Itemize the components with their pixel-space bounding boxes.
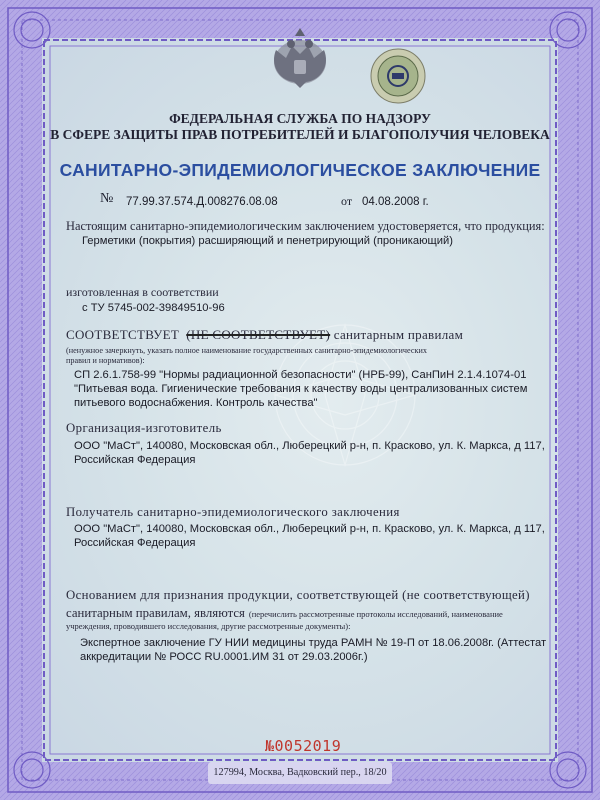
basis-line2	[66, 604, 503, 622]
basis-line2-main: санитарным правилам, являются	[66, 606, 245, 620]
basis-document-line2: аккредитации № РОСС RU.0001.ИМ 31 от 29.03.2006г.)	[80, 651, 368, 663]
hologram-seal-icon	[371, 49, 425, 103]
manufacturer-address-line1: ООО "МаСт", 140080, Московская обл., Люберецкий р-н, п. Красково, ул. К. Маркса, д 117,	[74, 440, 545, 452]
footer-address: 127994, Москва, Вадковский пер., 18/20	[213, 767, 387, 778]
product-intro: Настоящим санитарно-эпидемиологическим заключением удостоверяется, что продукция:	[66, 219, 545, 233]
certificate-number: 77.99.37.574.Д.008276.08.08	[126, 196, 278, 208]
manufacturer-label: Организация-изготовитель	[66, 421, 222, 435]
conformity-note-line1: (ненужное зачеркнуть, указать полное наименование государственных санитарно-эпидемиологических	[66, 346, 427, 355]
conformity-note-line2: правил и нормативов):	[66, 356, 145, 365]
rules-line2: "Питьевая вода. Гигиенические требования к качеству воды централизованных систем	[74, 383, 528, 395]
conformity-statement	[66, 327, 463, 343]
product-name: Герметики (покрытия) расширяющий и пенетрирующий (проникающий)	[82, 235, 453, 247]
agency-name-line1: ФЕДЕРАЛЬНАЯ СЛУЖБА ПО НАДЗОРУ	[169, 111, 431, 126]
serial-number: №0052019	[265, 737, 342, 755]
manufactured-spec: с ТУ 5745-002-39849510-96	[82, 302, 225, 314]
manufactured-label: изготовленная в соответствии	[66, 285, 219, 299]
manufacturer-address-line2: Российская Федерация	[74, 454, 196, 466]
agency-name-line2: В СФЕРЕ ЗАЩИТЫ ПРАВ ПОТРЕБИТЕЛЕЙ И БЛАГОПОЛУЧИЯ ЧЕЛОВЕКА	[50, 127, 550, 142]
recipient-address-line2: Российская Федерация	[74, 537, 196, 549]
recipient-label: Получатель санитарно-эпидемиологического заключения	[66, 505, 400, 519]
basis-document-line1: Экспертное заключение ГУ НИИ медицины труда РАМН № 19-П от 18.06.2008г. (Аттестат	[80, 637, 547, 649]
date-prefix: от	[341, 194, 353, 208]
conformity-suffix: санитарным правилам	[333, 327, 464, 342]
rules-line3: питьевого водоснабжения. Контроль качества"	[74, 397, 318, 409]
basis-line2-note: (перечислить рассмотренные протоколы исследований, наименование	[248, 609, 503, 619]
rules-line1: СП 2.6.1.758-99 "Нормы радиационной безопасности" (НРБ-99), СанПиН 2.1.4.1074-01	[74, 369, 527, 381]
basis-line3-note: учреждения, проводившего исследования, другие рассмотренные документы):	[66, 621, 351, 631]
complies-text: СООТВЕТСТВУЕТ	[66, 327, 180, 342]
document-title: САНИТАРНО-ЭПИДЕМИОЛОГИЧЕСКОЕ ЗАКЛЮЧЕНИЕ	[59, 160, 541, 180]
not-complies-struck-text: (НЕ СООТВЕТСТВУЕТ)	[186, 327, 331, 342]
basis-line1: Основанием для признания продукции, соответствующей (не соответствующей)	[66, 588, 530, 602]
number-prefix: №	[100, 191, 114, 206]
recipient-address-line1: ООО "МаСт", 140080, Московская обл., Люберецкий р-н, п. Красково, ул. К. Маркса, д 117,	[74, 523, 545, 535]
certificate-date: 04.08.2008 г.	[362, 196, 429, 208]
